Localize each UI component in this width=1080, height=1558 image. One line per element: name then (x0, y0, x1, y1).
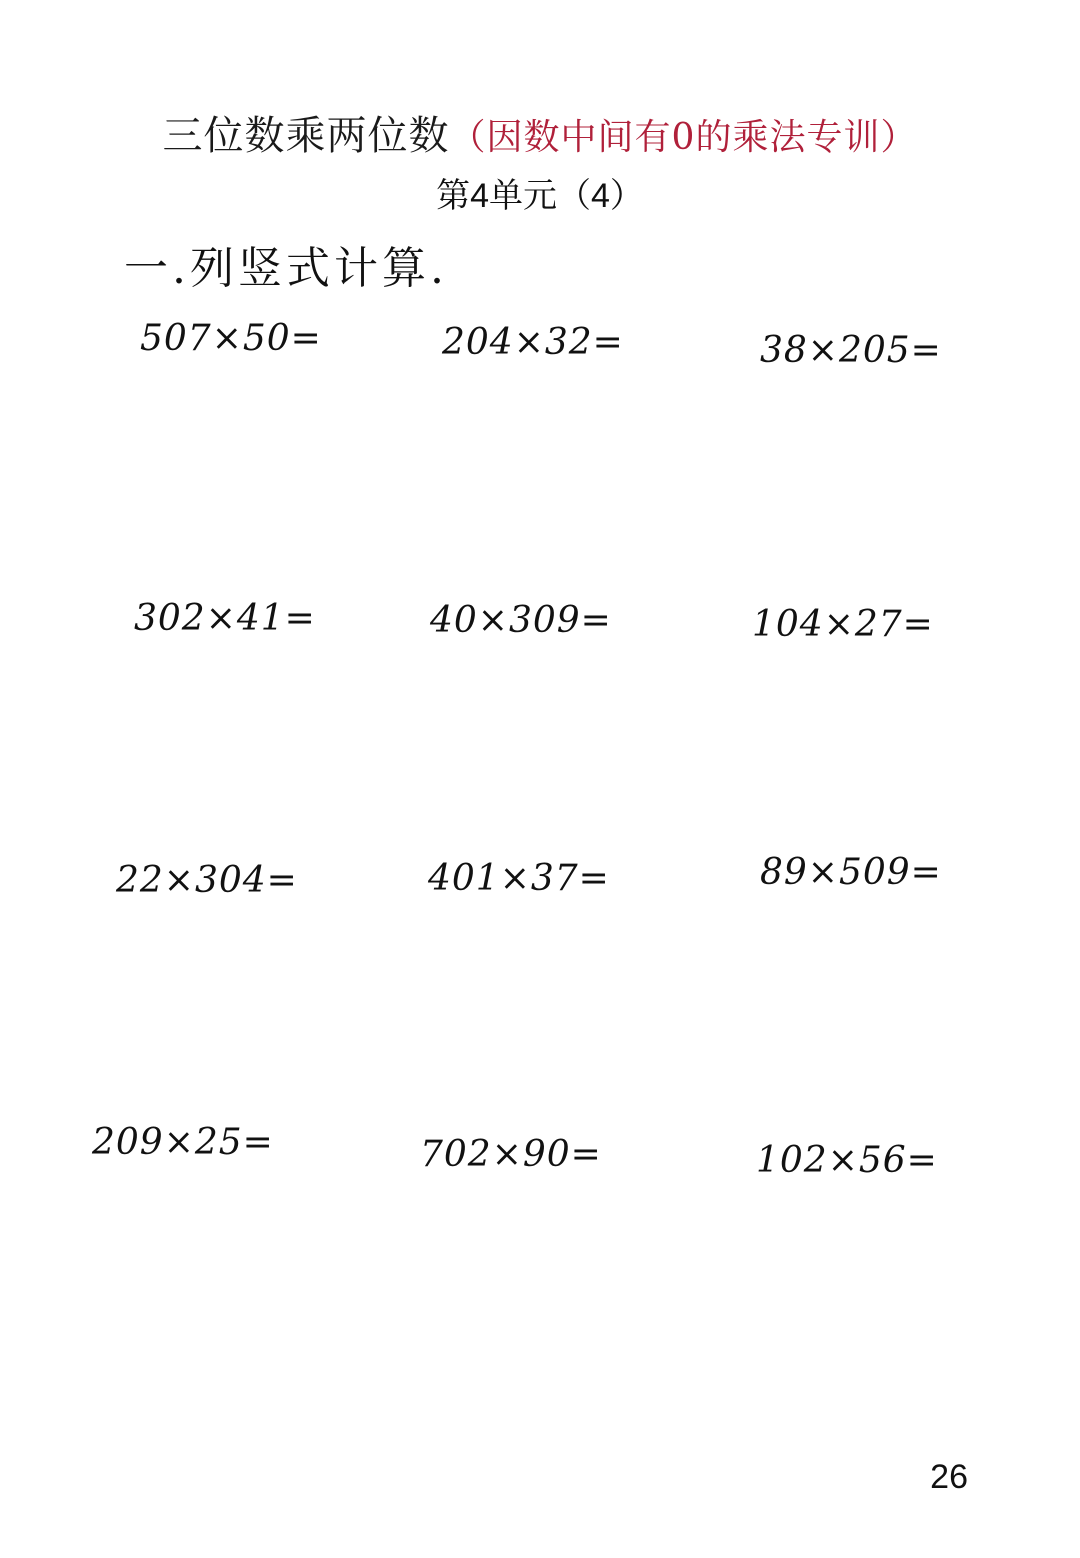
problem-5: 40×309= (430, 600, 612, 641)
page-number: 26 (930, 1458, 968, 1496)
title-subtitle: （因数中间有0的乘法专训） (449, 117, 918, 158)
problem-12: 102×56= (756, 1140, 938, 1181)
problem-11: 702×90= (420, 1134, 602, 1175)
problem-1: 507×50= (140, 318, 322, 359)
page-title (0, 104, 1080, 161)
problem-3: 38×205= (760, 330, 942, 371)
unit-label: 第4单元（4） (436, 177, 644, 215)
problem-10: 209×25= (92, 1122, 274, 1163)
problem-7: 22×304= (116, 860, 298, 901)
section-heading: 一.列竖式计算. (124, 243, 448, 294)
problem-4: 302×41= (134, 598, 316, 639)
problem-2: 204×32= (442, 322, 624, 363)
title-main: 三位数乘两位数 (162, 113, 450, 159)
problem-6: 104×27= (752, 604, 934, 645)
problem-8: 401×37= (428, 858, 610, 899)
problem-9: 89×509= (760, 852, 942, 893)
